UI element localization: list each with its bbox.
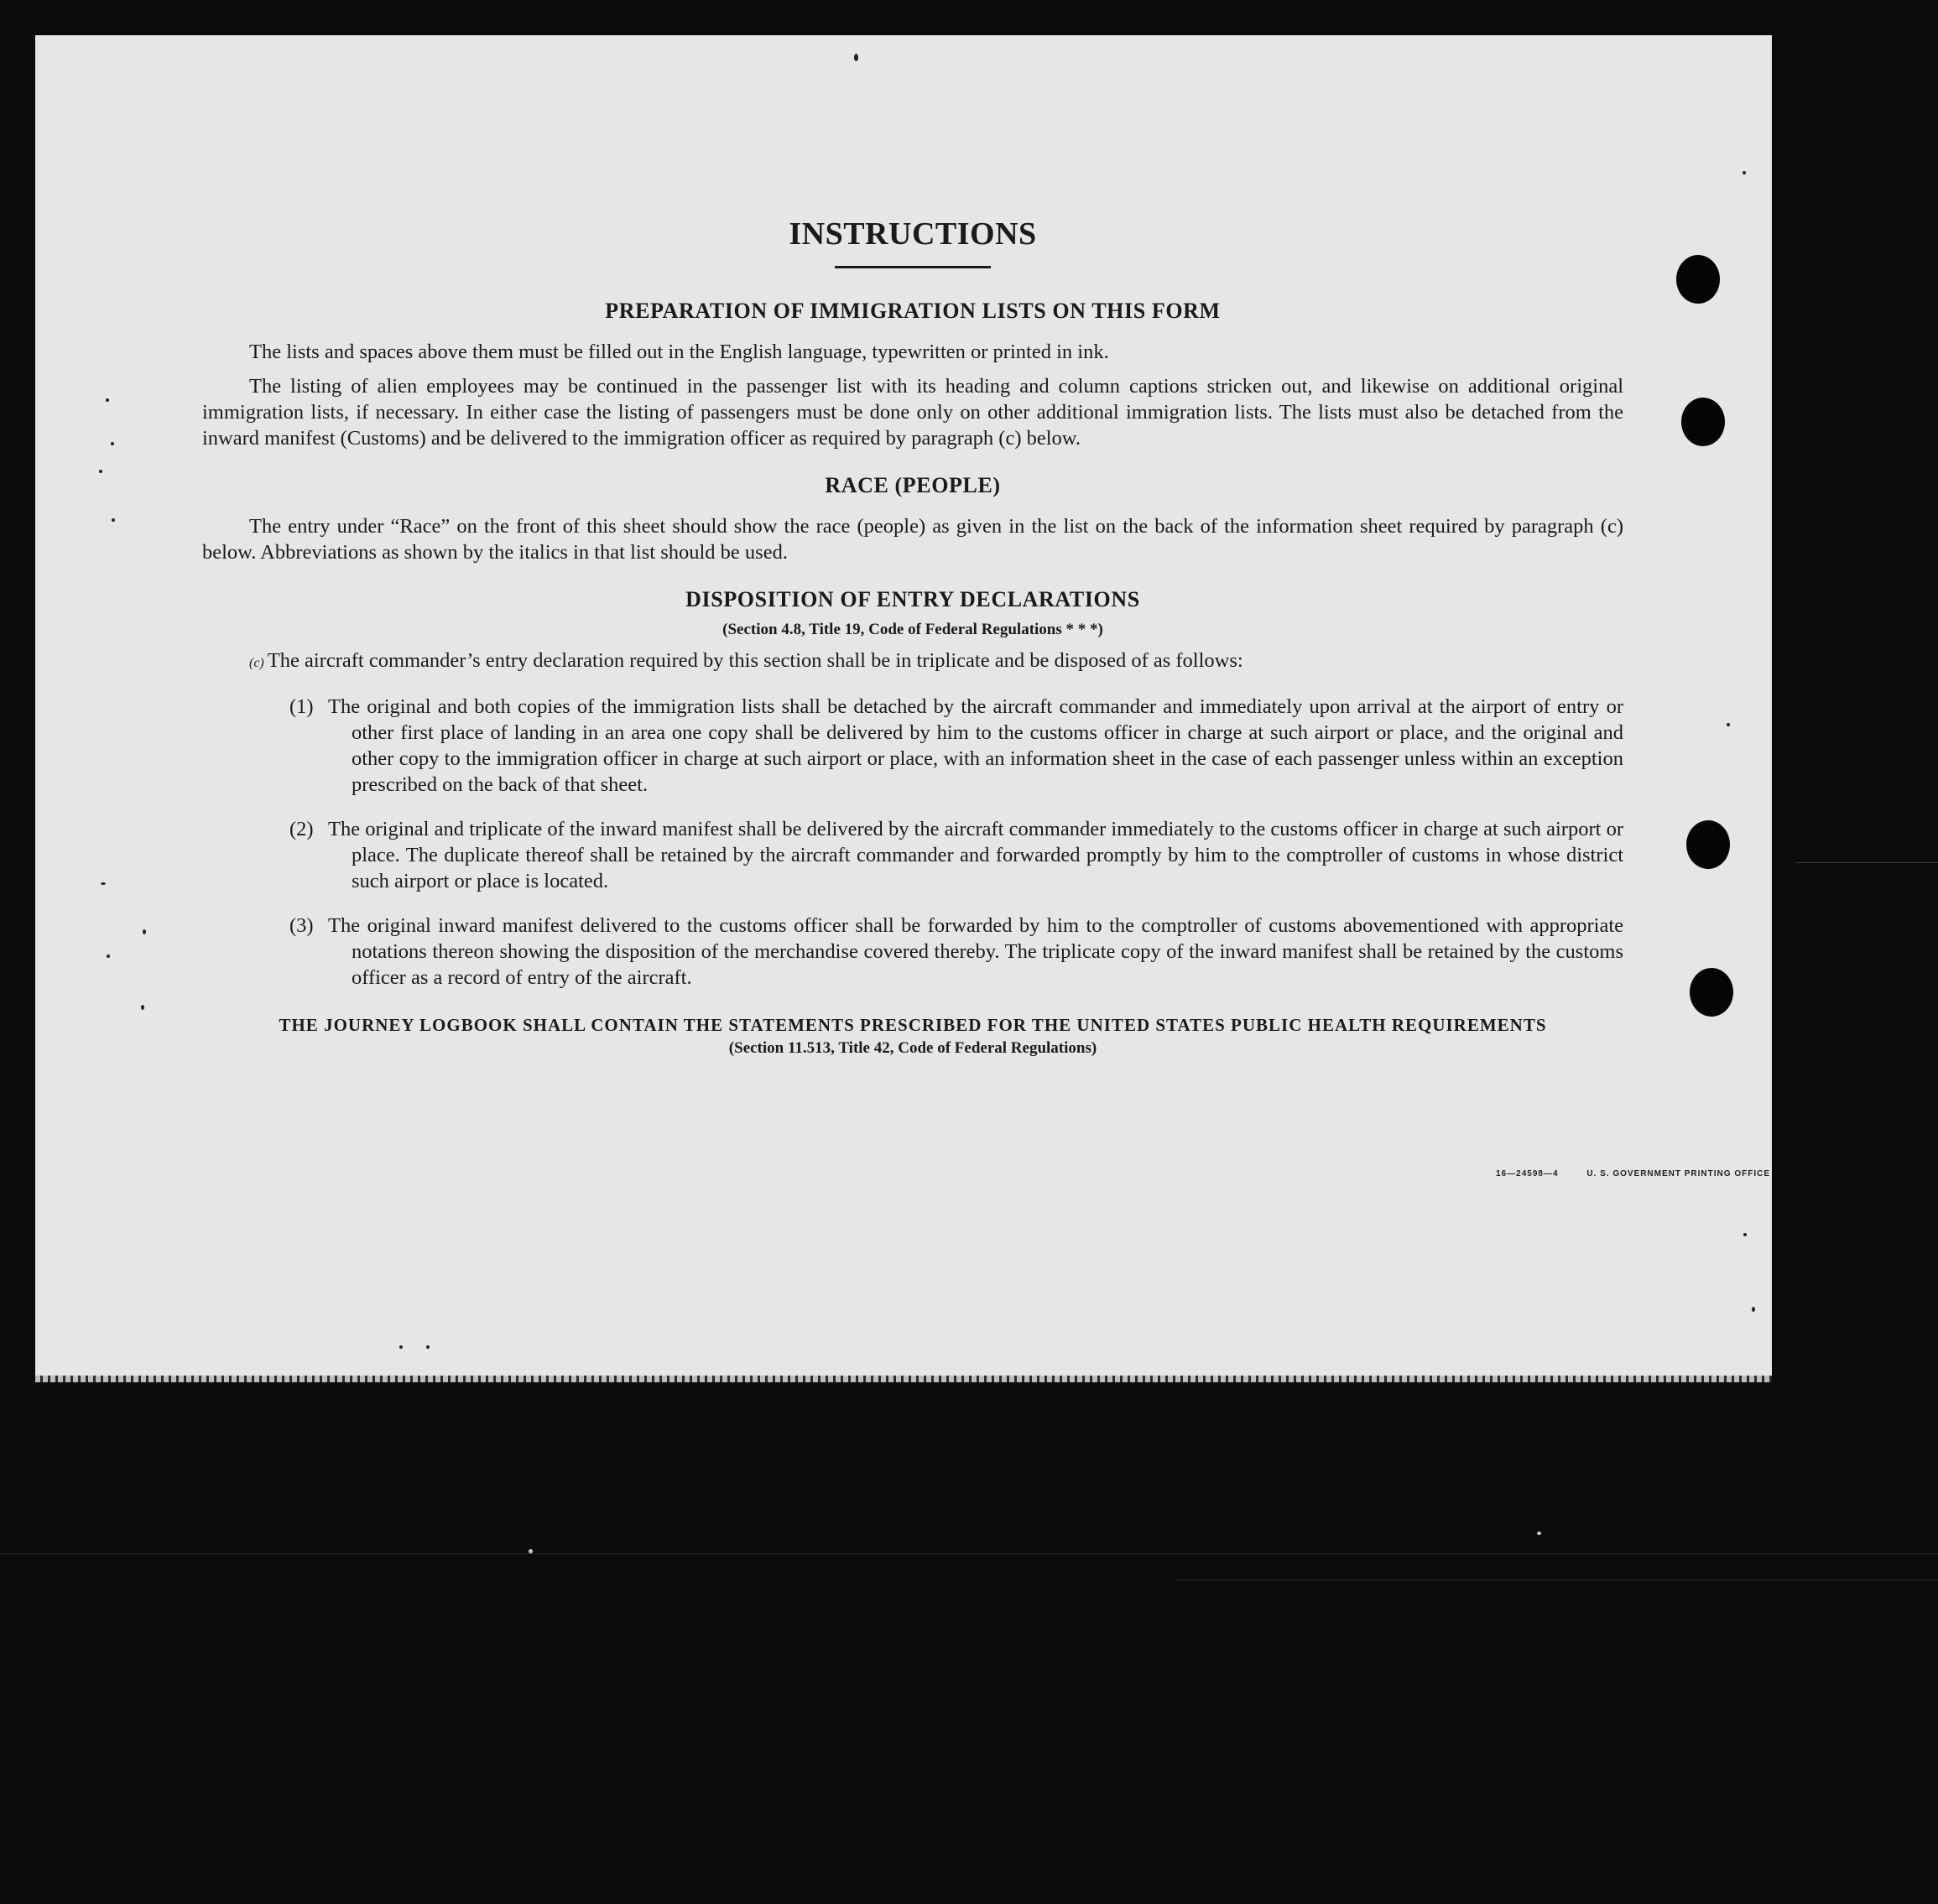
scan-speck bbox=[143, 929, 146, 934]
disposition-item-1 bbox=[202, 694, 1623, 798]
title-underline bbox=[835, 266, 991, 268]
disposition-item-3 bbox=[202, 913, 1623, 991]
scan-speck bbox=[106, 398, 109, 402]
race-heading: RACE (PEOPLE) bbox=[825, 473, 1001, 497]
page-perforated-edge bbox=[35, 1376, 1772, 1382]
disposition-item-2 bbox=[202, 816, 1623, 894]
item-number: (2) bbox=[289, 818, 314, 840]
punch-hole-4 bbox=[1690, 968, 1733, 1017]
page-title: INSTRUCTIONS bbox=[789, 216, 1037, 252]
scan-speck bbox=[101, 882, 106, 885]
item-text: The original and triplicate of the inward manifest shall be delivered by the aircraft commander immediately to the customs officer in charge at such airport or place. The duplicate thereof shall be retained by the aircraft commander and forwarded promptly by him to the comptroller of customs in whose district such airport or place is located. bbox=[328, 818, 1623, 892]
printer-code: 16—24598—4 bbox=[1496, 1169, 1559, 1178]
scan-speck bbox=[1743, 1233, 1747, 1236]
scan-line bbox=[0, 1553, 1938, 1554]
clause-c-label: (c) bbox=[249, 656, 264, 670]
health-requirements-reference: (Section 11.513, Title 42, Code of Federal Regulations) bbox=[728, 1039, 1097, 1057]
disposition-heading: DISPOSITION OF ENTRY DECLARATIONS bbox=[685, 587, 1140, 611]
item-text: The original and both copies of the immigration lists shall be detached by the aircraft commander and immediately upon arrival at the airport of entry or other first place of landing in an area one copy shall be delivered by him to the customs officer in charge at such airport or place, and the original and other copy to the immigration officer in charge at such airport or place, with an information sheet in the case of each passenger unless within an exception prescribed on the back of that sheet. bbox=[328, 695, 1623, 796]
preparation-heading: PREPARATION OF IMMIGRATION LISTS ON THIS FORM bbox=[605, 299, 1221, 323]
scan-speck bbox=[1743, 171, 1746, 174]
punch-hole-1 bbox=[1676, 255, 1720, 304]
scan-line bbox=[1795, 862, 1938, 863]
scan-speck bbox=[141, 1005, 144, 1010]
instructions-body bbox=[202, 214, 1623, 1059]
scan-speck bbox=[1727, 723, 1730, 726]
scan-speck bbox=[426, 1345, 430, 1349]
punch-hole-3 bbox=[1686, 820, 1730, 869]
item-text: The original inward manifest delivered to the customs officer shall be forwarded by him to the comptroller of customs abovementioned with appropriate notations thereon showing the disposition of the merchandise covered thereby. The triplicate copy of the inward manifest shall be retained by the customs officer as a record of entry of the aircraft. bbox=[328, 914, 1623, 989]
scan-speck bbox=[1752, 1307, 1755, 1312]
health-requirements-statement: THE JOURNEY LOGBOOK SHALL CONTAIN THE STATEMENTS PRESCRIBED FOR THE UNITED STATES PUBLIC HEALTH REQUIREMENTS bbox=[279, 1015, 1547, 1035]
printer-office: U. S. GOVERNMENT PRINTING OFFICE bbox=[1586, 1169, 1770, 1178]
printer-imprint bbox=[1496, 1169, 1770, 1178]
item-number: (1) bbox=[289, 695, 314, 718]
scan-speck bbox=[399, 1345, 403, 1349]
preparation-paragraph-2: The listing of alien employees may be continued in the passenger list with its heading and column captions stricken out, and likewise on additional original immigration lists, if necessary. In either case the listing of passengers must be done only on other additional immigration lists. The lists must also be detached from the inward manifest (Customs) and be delivered to the immigration officer as required by paragraph (c) below. bbox=[202, 375, 1623, 450]
scan-line bbox=[1175, 1579, 1938, 1580]
item-number: (3) bbox=[289, 914, 314, 937]
scan-speck bbox=[854, 54, 858, 61]
scan-speck bbox=[111, 442, 114, 445]
scan-speck bbox=[112, 518, 115, 522]
punch-hole-2 bbox=[1681, 398, 1725, 446]
disposition-clause-c bbox=[202, 648, 1623, 674]
scan-speck bbox=[107, 955, 110, 958]
preparation-paragraph-1: The lists and spaces above them must be filled out in the English language, typewritten or printed in ink. bbox=[249, 341, 1109, 363]
clause-c-text: The aircraft commander’s entry declaration required by this section shall be in triplicate and be disposed of as follows: bbox=[267, 649, 1243, 672]
scan-speck bbox=[1537, 1532, 1541, 1535]
race-paragraph: The entry under “Race” on the front of this sheet should show the race (people) as given in the list on the back of the information sheet required by paragraph (c) below. Abbreviations as shown by the italics in that list should be used. bbox=[202, 515, 1623, 564]
disposition-reference: (Section 4.8, Title 19, Code of Federal Regulations * * *) bbox=[722, 621, 1103, 638]
scan-speck bbox=[99, 470, 102, 473]
